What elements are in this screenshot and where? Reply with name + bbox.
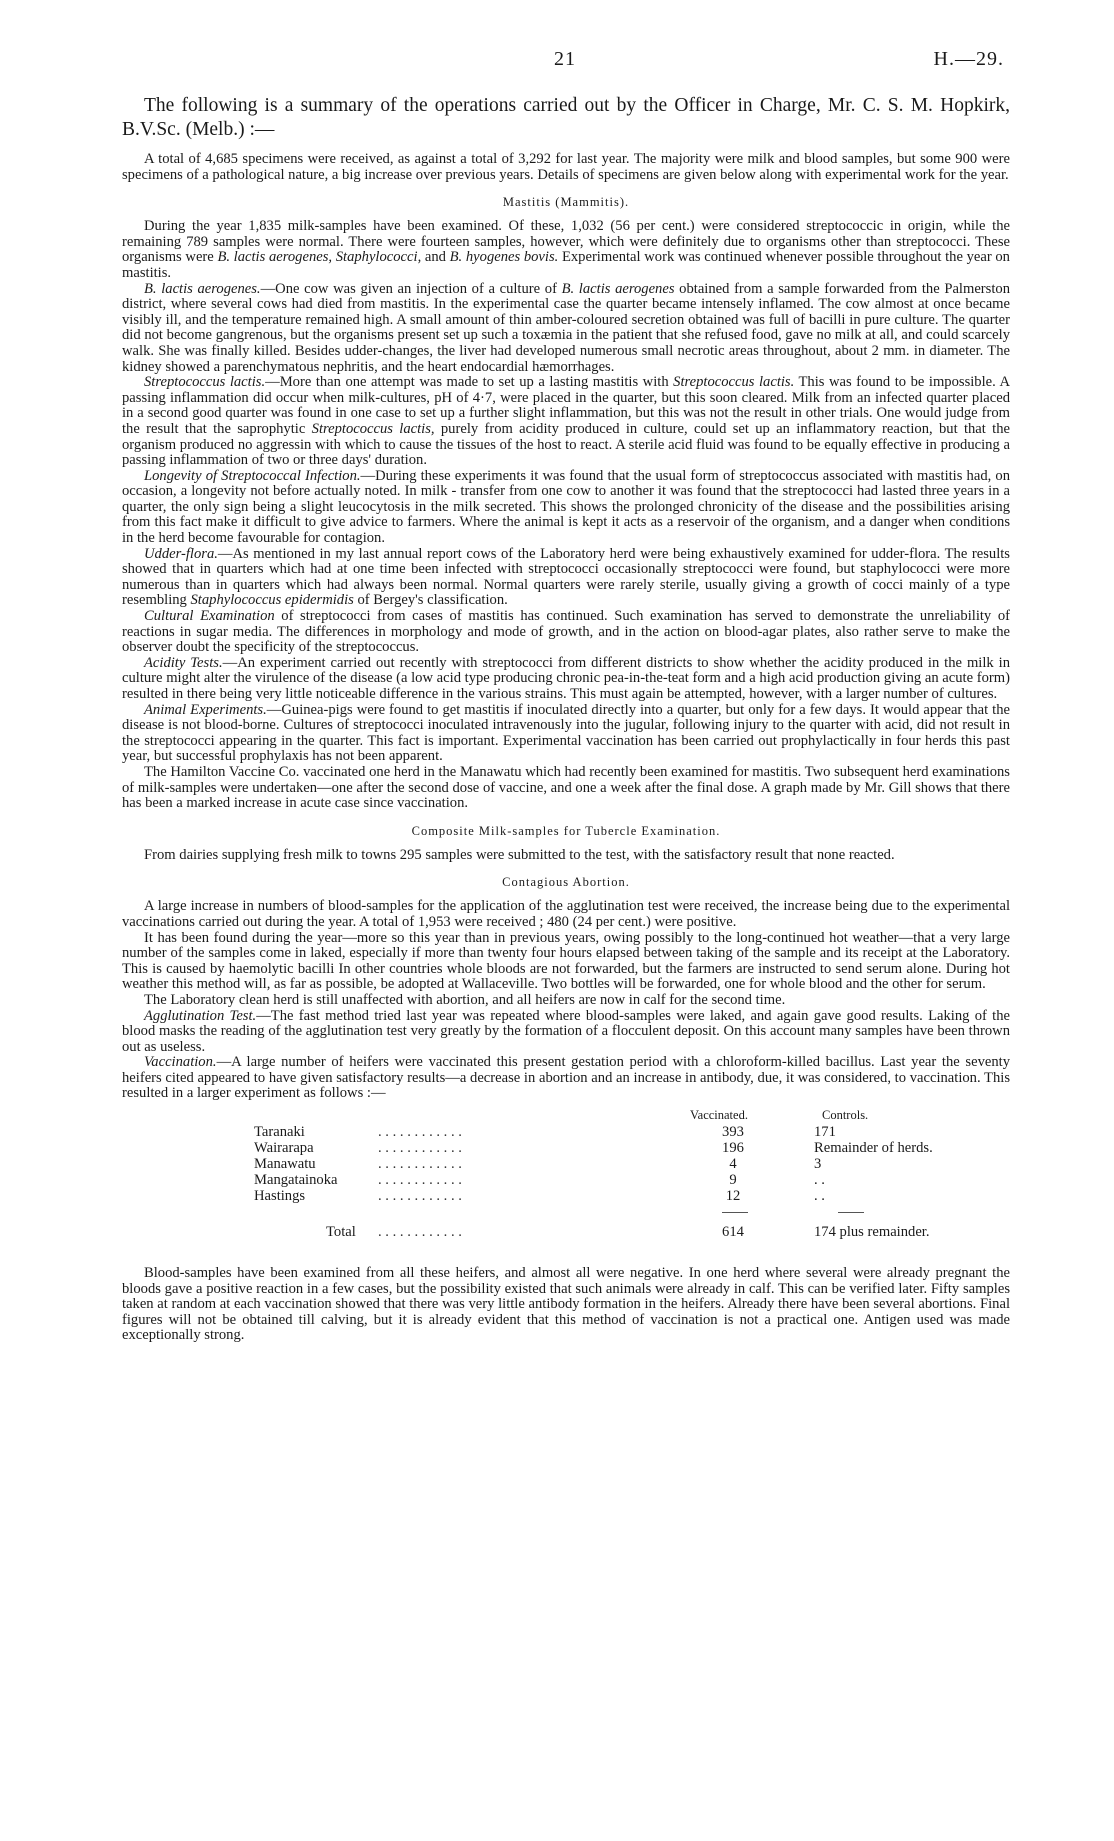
total-controls: 174 plus remainder. xyxy=(814,1224,930,1241)
vaccinated-count: 196 xyxy=(722,1140,744,1157)
district-name: Taranaki xyxy=(254,1124,305,1141)
agglutination-paragraph: Agglutination Test.—The fast method tried last year was repeated where blood-samples were laked, and again gave good results. Laking of the blood masks the reading of the agglutination test very greatly by the formation of a flocculent deposit. On this account many samples have been thrown out as useless. xyxy=(122,1007,1010,1055)
vaccination-table xyxy=(122,1108,1010,1256)
abortion-paragraph-1: A large increase in numbers of blood-samples for the application of the agglutination test were received, the increase being due to the experimental vaccinations carried out during the year. A total of 1,953 were received ; 480 (24 per cent.) were positive. xyxy=(122,898,1010,930)
vaccinated-count: 393 xyxy=(722,1124,744,1141)
leader-dots: . . . . . . . . . . . . xyxy=(378,1140,462,1157)
controls-count: . . xyxy=(814,1188,825,1205)
controls-count: 3 xyxy=(814,1156,822,1173)
udder-flora-paragraph: Udder-flora.—As mentioned in my last annual report cows of the Laboratory herd were being exhaustively examined for udder-flora. The results showed that in quarters which had at one time been infected with streptococci occasionally streptococci were found, but staphylococci were more numerous than in quarters which had always been normal. Normal quarters were rarely sterile, usually giving a growth of cocci mainly of a type resembling Staphylococcus epidermidis of Bergey's classification. xyxy=(122,545,1010,609)
animal-experiments-paragraph: Animal Experiments.—Guinea-pigs were found to get mastitis if inoculated directly into a quarter, but only for a few days. It would appear that the disease is not blood-borne. Cultures of streptococci inoculated intravenously into the jugular, following injury to the quarter with acid, did not result in the streptococci appearing in the quarter. This fact is important. Experimental vaccination has been carried out prophylactically in four herds this past year, but successful prophylaxis has not been apparent. xyxy=(122,701,1011,765)
abortion-paragraph-2: It has been found during the year—more so this year than in previous years, owing possibly to the long-continued hot weather—that a very large number of the samples come in laked, especially if more than twenty four hours elapsed between taking of the sample and its receipt at the Laboratory. This is caused by haemolytic bacilli In other countries whole bloods are not forwarded, but the farmers are instructed to send serum alone. During hot weather this method will, as far as possible, be adopted at Wallaceville. Two bottles will be forwarded, one for whole blood and the other for serum. xyxy=(122,929,1010,993)
vaccinated-count: 12 xyxy=(725,1188,741,1205)
column-header-controls: Controls. xyxy=(822,1108,869,1123)
streptococcus-lactis-paragraph: Streptococcus lactis.—More than one attempt was made to set up a lasting mastitis with Streptococcus lactis. This was found to be impossible. A passing inflammation did occur when milk-cultures, pH of 4·7, were placed in the quarter, but this soon cleared. Milk from an infected quarter placed in a second good quarter was found in one case to set up a further slight inflammation, but this was not the result in other trials. One would judge from the result that the saprophytic Streptococcus lactis, purely from acidity produced in culture, could set up an inflammatory reaction, but that the organism produced no aggressin with which to cause the tissues of the host to react. A sterile acid fluid was found to be equally effective in producing a passing inflammation of two or three days' duration. xyxy=(122,374,1011,469)
section-heading-mastitis: Mastitis (Mammitis). xyxy=(502,195,630,210)
hamilton-vaccine-paragraph: The Hamilton Vaccine Co. vaccinated one herd in the Manawatu which had recently been examined for mastitis. Two subsequent herd examinations of milk-samples were undertaken—one after the second dose of vaccine, and one a week after the final dose. A graph made by Mr. Gill shows that there has been a marked increase in acute case since vaccination. xyxy=(122,763,1010,812)
document-code: H.—29. xyxy=(933,48,1004,70)
table-row xyxy=(254,1156,954,1172)
paragraph-title: Udder-flora. xyxy=(144,545,218,562)
paragraph-title: Longevity of Streptococcal Infection. xyxy=(144,467,361,484)
mastitis-paragraph-1: During the year 1,835 milk-samples have been examined. Of these, 1,032 (56 per cent.) were considered streptococcic in origin, while the remaining 789 samples were normal. There were fourteen samples, however, which were definitely due to organisms other than streptococci. These organisms were B. lactis aerogenes, Staphylococci, and B. hyogenes bovis. Experimental work was continued whenever possible throughout the year on mastitis. xyxy=(122,218,1010,281)
district-name: Wairarapa xyxy=(254,1140,314,1157)
page-number: 21 xyxy=(554,48,576,70)
district-name: Manawatu xyxy=(254,1156,316,1173)
table-row xyxy=(254,1172,954,1188)
vaccinated-count: 4 xyxy=(729,1156,737,1173)
leader-dots: . . . . . . . . . . . . xyxy=(378,1124,462,1141)
section-heading-abortion: Contagious Abortion. xyxy=(502,875,630,890)
controls-count: . . xyxy=(814,1172,825,1189)
table-row xyxy=(254,1188,954,1204)
leader-dots: . . . . . . . . . . . . xyxy=(378,1172,462,1189)
section-heading-composite: Composite Milk-samples for Tubercle Examination. xyxy=(411,823,721,838)
leader-dots: . . . . . . . . . . . . xyxy=(378,1156,462,1173)
acidity-tests-paragraph: Acidity Tests.—An experiment carried out recently with streptococci from different districts to show whether the acidity produced in the milk in culture might alter the virulence of the disease (a low acid type producing chronic pea-in-the-teat form and a high acid production giving an acute form) resulted in there being very little noticeable difference in the various strains. This must again be attempted, however, with a larger number of cultures. xyxy=(122,654,1010,702)
table-row xyxy=(254,1124,954,1140)
paragraph-title: B. lactis aerogenes. xyxy=(144,280,261,297)
paragraph-title: Acidity Tests. xyxy=(144,654,223,671)
paragraph-title: Animal Experiments. xyxy=(144,701,267,718)
specimens-paragraph: A total of 4,685 specimens were received, as against a total of 3,292 for last year. The majority were milk and blood samples, but some 900 were specimens of a pathological nature, a big increase over previous years. Details of specimens are given below along with experimental work for the year. xyxy=(122,151,1010,183)
cultural-examination-paragraph: Cultural Examination of streptococci from cases of mastitis has continued. Such examination has served to demonstrate the unreliability of reactions in sugar media. The differences in morphology and mode of growth, and in the action on blood-agar plates, also rather serve to make the observer doubt the specificity of the streptococcus. xyxy=(122,608,1010,656)
intro-paragraph: The following is a summary of the operations carried out by the Officer in Charge, Mr. C. S. M. Hopkirk, B.V.Sc. (Melb.) :— xyxy=(122,95,1010,140)
paragraph-title: Streptococcus lactis. xyxy=(144,374,266,391)
paragraph-title: Agglutination Test. xyxy=(144,1007,257,1024)
composite-paragraph: From dairies supplying fresh milk to towns 295 samples were submitted to the test, with the satisfactory result that none reacted. xyxy=(144,846,895,863)
controls-count: 171 xyxy=(814,1124,836,1141)
district-name: Mangatainoka xyxy=(254,1172,338,1189)
page-header xyxy=(122,40,1010,80)
paragraph-title: Cultural Examination xyxy=(144,608,275,625)
lactis-aerogenes-paragraph: B. lactis aerogenes.—One cow was given an injection of a culture of B. lactis aerogenes obtained from a sample forwarded from the Palmerston district, where several cows had died from mastitis. In the experimental case the quarter became intensely inflamed. The cow almost at once became visibly ill, and the temperature remained high. A small amount of thin amber-coloured secretion obtained was full of bacilli in pure culture. The quarter did not become gangrenous, but the organisms present set up such a toxæmia in the patient that she refused food, gave no milk at all, and could scarcely walk. She was finally killed. Besides udder-changes, the liver had developed numerous small necrotic areas throughout, about 2 mm. in diameter. The kidney showed a parenchymatous nephritis, and the heart endocardial hæmorrhages. xyxy=(122,280,1010,375)
paragraph-title: Vaccination. xyxy=(144,1054,217,1071)
total-label: Total xyxy=(326,1224,356,1241)
leader-dots: . . . . . . . . . . . . xyxy=(378,1188,462,1205)
controls-count: Remainder of herds. xyxy=(814,1140,933,1157)
district-name: Hastings xyxy=(254,1188,306,1205)
longevity-paragraph: Longevity of Streptococcal Infection.—During these experiments it was found that the usual form of streptococcus associated with mastitis had, on occasion, a longevity not before actually noted. In milk - transfer from one cow to another it was found that the streptococci had lasted three years in a quarter, the only sign being a slight leucocytosis in the milk secreted. This shows the prolonged chronicity of the disease and the possibilities arising from this fact make it difficult to give advice to farmers. Where the animal is kept it acts as a reservoir of the organism, and a danger when conditions in the herd become favourable for contagion. xyxy=(122,467,1011,547)
closing-paragraph: Blood-samples have been examined from all these heifers, and almost all were negative. In one herd where several were already pregnant the bloods gave a positive reaction in a few cases, but the possibility existed that such animals were already in calf. This can be verified later. Fifty samples taken at random at each vaccination showed that there was very little antibody formation in the heifers. Already there have been several abortions. Final figures will not be obtained till calving, but it is already evident that this method of vaccination is not a practical one. Antigen used was made exceptionally strong. xyxy=(122,1265,1010,1344)
vaccinated-count: 9 xyxy=(729,1172,737,1189)
total-rule-vaccinated xyxy=(722,1212,748,1213)
abortion-paragraph-3: The Laboratory clean herd is still unaffected with abortion, and all heifers are now in calf for the second time. xyxy=(144,991,786,1008)
total-rule-controls xyxy=(838,1212,864,1213)
table-row xyxy=(254,1140,954,1156)
leader-dots: . . . . . . . . . . . . xyxy=(378,1224,462,1241)
vaccination-paragraph: Vaccination.—A large number of heifers were vaccinated this present gestation period with a chloroform-killed bacillus. Last year the seventy heifers cited appeared to have given satisfactory results—a decrease in abortion and an increase in antibody, due, it was considered, to vaccination. This resulted in a larger experiment as follows :— xyxy=(122,1054,1010,1102)
column-header-vaccinated: Vaccinated. xyxy=(690,1108,748,1123)
table-total-row xyxy=(254,1224,954,1240)
total-vaccinated: 614 xyxy=(722,1224,744,1241)
